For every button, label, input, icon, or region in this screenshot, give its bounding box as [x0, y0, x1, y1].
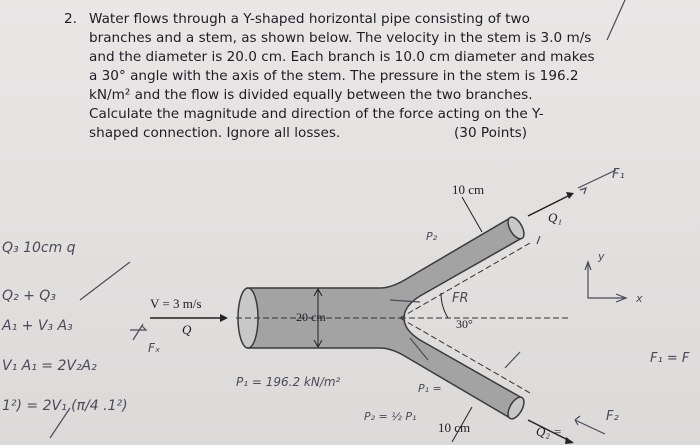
handwritten-force-right: F₁ = F — [650, 351, 690, 366]
handwritten-force-left: Fₓ — [148, 341, 161, 355]
problem-line: Water flows through a Y-shaped horizontal pipe consisting of two — [89, 11, 530, 27]
handwritten-pressure: P₁ = — [418, 382, 442, 395]
angle-label: 30° — [456, 317, 473, 331]
handwritten-pressure: P₂ = ½ P₁ — [364, 410, 417, 423]
problem-number: 2. — [64, 11, 77, 27]
handwritten-note: Q₃ 10cm q — [2, 240, 76, 256]
bottom-flow-label: Q₂ = — [536, 424, 562, 439]
handwritten-equation: 1²) = 2V₁ (π/4 .1²) — [2, 398, 128, 414]
problem-line: kN/m² and the flow is divided equally between the two branches. — [89, 87, 533, 103]
handwritten-equation: A₁ + V₃ A₃ — [2, 318, 73, 334]
problem-line: Calculate the magnitude and direction of the force acting on the Y- — [89, 106, 544, 122]
handwritten-equation: V₁ A₁ = 2V₂A₂ — [2, 358, 97, 374]
problem-line: branches and a stem, as shown below. The velocity in the stem is 3.0 m/s — [89, 30, 592, 46]
handwritten-equation: Q₂ + Q₃ — [2, 288, 56, 304]
stem-flow-label: Q — [182, 322, 192, 337]
bottom-diameter-label: 10 cm — [438, 420, 471, 435]
handwritten-axis-y: y — [598, 250, 605, 263]
problem-line: shaped connection. Ignore all losses. — [89, 125, 341, 141]
handwritten-force-top: F₁ — [612, 167, 625, 182]
problem-line: and the diameter is 20.0 cm. Each branch is 10.0 cm diameter and makes — [89, 49, 595, 65]
top-diameter-label: 10 cm — [452, 182, 485, 197]
problem-line: a 30° angle with the axis of the stem. The pressure in the stem is 196.2 — [89, 68, 579, 84]
handwritten-fr-label: FR — [452, 291, 469, 306]
points-label: (30 Points) — [454, 125, 528, 141]
velocity-label: V = 3 m/s — [150, 296, 202, 311]
top-flow-label: Q₁ — [548, 210, 562, 225]
handwritten-pressure: P₁ = 196.2 kN/m² — [236, 375, 341, 389]
handwritten-pressure: P₂ — [426, 230, 438, 243]
handwritten-axis-x: x — [636, 292, 643, 305]
handwritten-force-bottom: F₂ — [606, 409, 619, 424]
stem-diameter-label: 20 cm — [296, 310, 326, 324]
